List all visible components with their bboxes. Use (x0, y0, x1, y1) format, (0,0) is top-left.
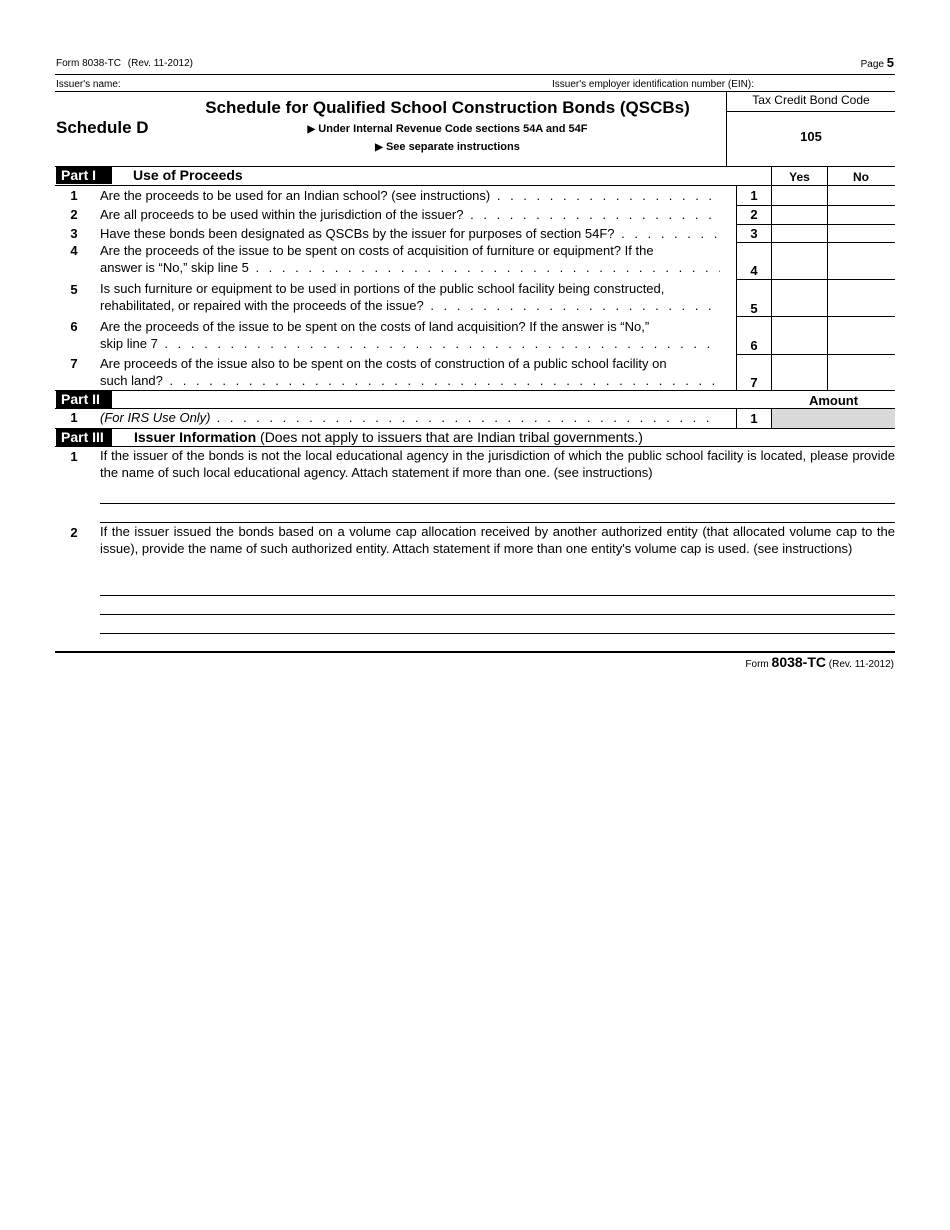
line-number: 7 (70, 356, 78, 371)
question-text: Are the proceeds of the issue to be spent on the costs of land acquisition? If the answer is “No,” (100, 319, 650, 334)
line-box-number: 5 (750, 301, 758, 316)
part-3-title-note: (Does not apply to issuers that are Indian tribal governments.) (260, 429, 643, 445)
footer-divider (55, 651, 895, 653)
line-box-number: 4 (750, 263, 758, 278)
arrow-right-icon: ▶ (307, 124, 316, 135)
issuer-name-label: Issuer's name: (56, 79, 121, 90)
question-text: skip line 7 . . . (100, 335, 720, 352)
line-box-number: 1 (750, 411, 758, 426)
tax-credit-bond-code-value: 105 (800, 129, 822, 144)
issuer-question-2-text: If the issuer issued the bonds based on a volume cap allocation received by another authorized entity (that allocated volume cap to the issue), provide the name of such authorized entity. Attach statement if more than one entity's volume cap is used. (see instructions) (100, 524, 895, 556)
divider (55, 74, 895, 75)
line-number: 2 (70, 207, 78, 222)
footer-form-revision: (Rev. 11-2012) (828, 659, 894, 670)
question-text: rehabilitated, or repaired with the proceeds of the issue? . . . (100, 297, 720, 314)
issuer-question-1-text: If the issuer of the bonds is not the local educational agency in the jurisdiction of which the public school facility is located, please provide the name of such local educational agency. Attach statement if more than one. (see instructions) (100, 448, 895, 480)
schedule-subheading-code: ▶ Under Internal Revenue Code sections 54A and 54F (307, 123, 588, 135)
page-number-block (861, 55, 894, 70)
answer-line (100, 614, 895, 615)
line-box-number: 1 (750, 188, 758, 203)
local-educational-agency-input[interactable] (100, 486, 895, 502)
tax-credit-bond-code-label: Tax Credit Bond Code (752, 93, 870, 107)
question-text: Are all proceeds to be used within the jurisdiction of the issuer? . . . (100, 206, 720, 223)
line-number: 1 (70, 410, 78, 425)
local-educational-agency-input-line-2[interactable] (100, 505, 895, 521)
line-box-number: 6 (750, 338, 758, 353)
authorized-entity-input-line-2[interactable] (100, 597, 895, 613)
line-1-yes-checkbox[interactable] (772, 186, 826, 204)
schedule-subheading-instructions: ▶ See separate instructions (375, 141, 520, 153)
amount-column-header: Amount (808, 393, 859, 408)
line-4-no-checkbox[interactable] (828, 243, 894, 278)
line-number: 1 (70, 188, 78, 203)
footer-form-prefix: Form (745, 659, 769, 670)
footer-form-label (745, 654, 894, 670)
schedule-title: Schedule D (56, 118, 149, 137)
page-number: 5 (886, 55, 894, 70)
authorized-entity-input-line-3[interactable] (100, 616, 895, 632)
divider (727, 111, 895, 112)
form-header-label (56, 58, 193, 69)
line-number: 4 (70, 243, 78, 258)
issuer-ein-label: Issuer's employer identification number (EIN): (552, 79, 754, 90)
part-3-title: Issuer Information (134, 429, 257, 445)
irs-use-only-amount-field (772, 409, 895, 428)
arrow-right-icon: ▶ (375, 142, 383, 153)
line-box-number: 2 (750, 207, 758, 222)
page-label: Page (860, 59, 884, 70)
answer-line (100, 595, 895, 596)
divider (55, 390, 895, 391)
answer-line (100, 503, 895, 504)
irs-use-only-text: (For IRS Use Only) . . . (100, 409, 720, 426)
line-6-no-checkbox[interactable] (828, 317, 894, 353)
divider (55, 185, 895, 186)
line-7-yes-checkbox[interactable] (772, 355, 826, 389)
line-number: 5 (70, 282, 78, 297)
divider (55, 91, 895, 92)
line-2-yes-checkbox[interactable] (772, 206, 826, 223)
line-5-yes-checkbox[interactable] (772, 280, 826, 315)
line-1-no-checkbox[interactable] (828, 186, 894, 204)
line-number: 2 (70, 525, 78, 540)
question-text: Are proceeds of the issue also to be spent on the costs of construction of a public school facility on (100, 356, 667, 371)
line-7-no-checkbox[interactable] (828, 355, 894, 389)
question-text: such land? . . . (100, 372, 720, 389)
answer-line (100, 633, 895, 634)
footer-form-number: 8038-TC (771, 654, 826, 670)
line-3-yes-checkbox[interactable] (772, 225, 826, 242)
part-2-label: Part II (56, 391, 112, 408)
line-number: 1 (70, 449, 78, 464)
line-number: 6 (70, 319, 78, 334)
yes-column-header: Yes (789, 170, 810, 184)
question-text: Are the proceeds to be used for an Indian school? (see instructions) . . . (100, 187, 720, 204)
line-6-yes-checkbox[interactable] (772, 317, 826, 353)
part-1-label: Part I (56, 167, 112, 184)
question-text: Are the proceeds of the issue to be spent on costs of acquisition of furniture or equipment? If the (100, 243, 654, 258)
question-text: answer is “No,” skip line 5 . . . (100, 259, 720, 276)
line-box-number: 3 (750, 226, 758, 241)
part-3-label: Part III (56, 429, 112, 446)
schedule-heading: Schedule for Qualified School Construction Bonds (QSCBs) (205, 98, 690, 117)
line-2-no-checkbox[interactable] (828, 206, 894, 223)
form-revision: (Rev. 11-2012) (127, 58, 194, 69)
authorized-entity-input[interactable] (100, 578, 895, 594)
question-text: Have these bonds been designated as QSCBs by the issuer for purposes of section 54F? . . . (100, 225, 720, 242)
form-number: Form 8038-TC (56, 58, 122, 69)
line-4-yes-checkbox[interactable] (772, 243, 826, 278)
line-box-number: 7 (750, 375, 758, 390)
line-3-no-checkbox[interactable] (828, 225, 894, 242)
line-5-no-checkbox[interactable] (828, 280, 894, 315)
part-3-title-block (134, 429, 643, 445)
part-1-title: Use of Proceeds (133, 167, 243, 183)
no-column-header: No (853, 170, 869, 184)
line-number: 3 (70, 226, 78, 241)
question-text: Is such furniture or equipment to be used in portions of the public school facility being constructed, (100, 281, 665, 296)
